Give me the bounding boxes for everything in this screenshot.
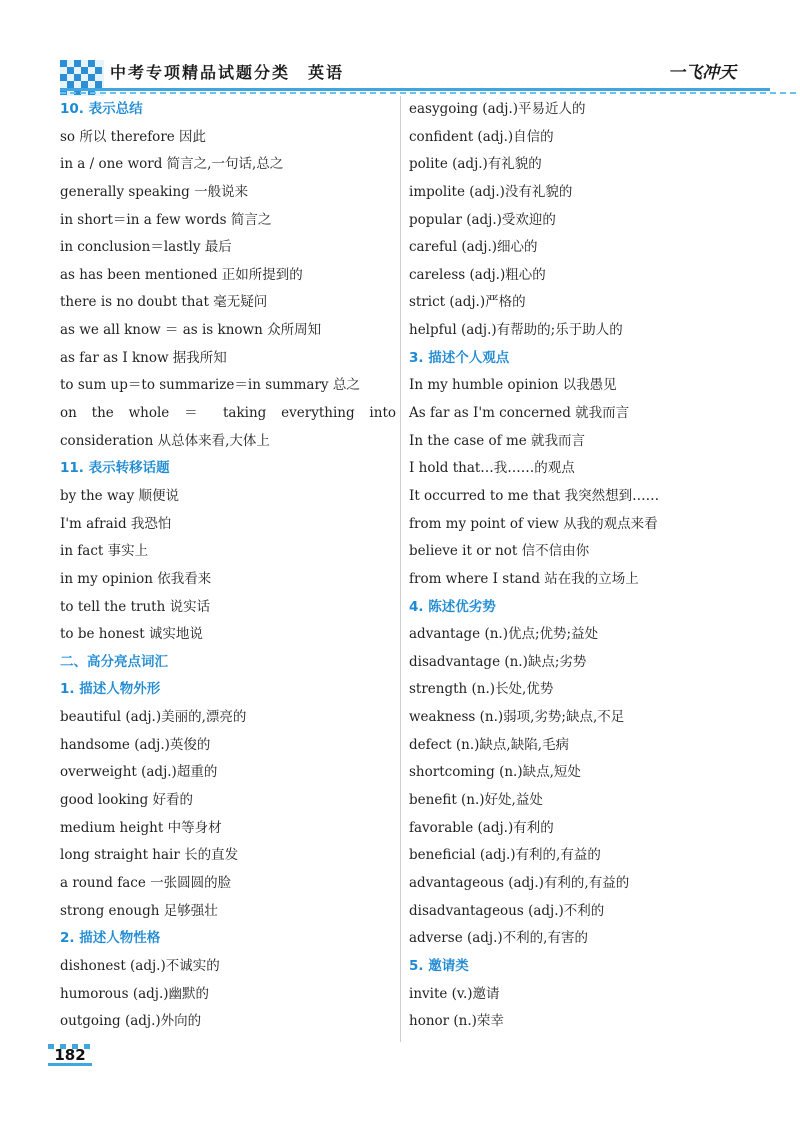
brand-logo: 一飞冲天 (668, 63, 736, 83)
vocab-line: from my point of view 从我的观点来看 (409, 515, 658, 532)
page-header (0, 0, 800, 96)
vocab-line: invite (v.)邀请 (409, 985, 500, 1002)
page-number-badge (48, 1044, 92, 1068)
vocab-line: overweight (adj.)超重的 (60, 764, 218, 781)
section-heading: 1. 描述人物外形 (60, 681, 161, 698)
vocab-line: I'm afraid 我恐怕 (60, 515, 172, 532)
vocab-line: dishonest (adj.)不诚实的 (60, 957, 220, 974)
left-column (60, 96, 396, 1036)
vocab-line: on the whole ＝ taking everything into (60, 405, 396, 422)
vocab-line: outgoing (adj.)外向的 (60, 1013, 202, 1030)
vocab-line: disadvantage (n.)缺点;劣势 (409, 653, 587, 670)
vocab-line: so 所以 therefore 因此 (60, 128, 207, 145)
section-heading: 10. 表示总结 (60, 101, 143, 117)
vocab-line: beautiful (adj.)美丽的,漂亮的 (60, 709, 247, 726)
section-heading: 二、高分亮点词汇 (60, 653, 168, 670)
vocab-line: believe it or not 信不信由你 (409, 543, 590, 560)
vocab-line: a round face 一张圆圆的脸 (60, 874, 232, 891)
vocab-line: advantageous (adj.)有利的,有益的 (409, 874, 630, 891)
vocab-line: In the case of me 就我而言 (409, 432, 586, 449)
vocab-line: to tell the truth 说实话 (60, 598, 211, 615)
vocab-line: medium height 中等身材 (60, 819, 222, 836)
right-column (409, 96, 745, 1036)
vocab-line: As far as I'm concerned 就我而言 (409, 405, 630, 422)
vocab-line: popular (adj.)受欢迎的 (409, 211, 556, 228)
vocab-line: there is no doubt that 毫无疑问 (60, 294, 268, 311)
column-divider (400, 96, 401, 1042)
vocab-line: careless (adj.)粗心的 (409, 266, 546, 283)
vocab-line: long straight hair 长的直发 (60, 847, 239, 864)
vocab-line: defect (n.)缺点,缺陷,毛病 (409, 736, 569, 753)
header-rule (60, 88, 770, 91)
vocab-line: in my opinion 依我看来 (60, 570, 212, 587)
section-heading: 5. 邀请类 (409, 957, 469, 974)
vocab-line: by the way 顺便说 (60, 487, 179, 504)
vocab-line: helpful (adj.)有帮助的;乐于助人的 (409, 322, 623, 339)
vocab-line: as far as I know 据我所知 (60, 349, 227, 366)
page-number: 182 (54, 1046, 86, 1064)
vocab-line: beneficial (adj.)有利的,有益的 (409, 847, 601, 864)
vocab-line: strong enough 足够强壮 (60, 902, 218, 919)
vocab-line: polite (adj.)有礼貌的 (409, 156, 542, 173)
vocab-line: weakness (n.)弱项,劣势;缺点,不足 (409, 709, 625, 726)
vocab-line: in a / one word 简言之,一句话,总之 (60, 156, 284, 173)
section-heading: 11. 表示转移话题 (60, 460, 170, 477)
section-heading: 4. 陈述优劣势 (409, 598, 496, 615)
vocab-line: from where I stand 站在我的立场上 (409, 570, 639, 587)
vocab-line: careful (adj.)细心的 (409, 239, 538, 256)
vocab-line: benefit (n.)好处,益处 (409, 792, 543, 809)
vocab-line: humorous (adj.)幽默的 (60, 985, 210, 1002)
vocab-line: to sum up＝to summarize＝in summary 总之 (60, 377, 360, 394)
vocab-line: shortcoming (n.)缺点,短处 (409, 764, 581, 781)
section-heading: 2. 描述人物性格 (60, 930, 161, 947)
vocab-line: I hold that…我……的观点 (409, 460, 575, 477)
vocab-line: honor (n.)荣幸 (409, 1013, 504, 1030)
vocab-line: strict (adj.)严格的 (409, 294, 526, 311)
vocab-line: as we all know ＝ as is known 众所周知 (60, 322, 322, 339)
vocab-line: consideration 从总体来看,大体上 (60, 432, 270, 449)
vocab-line: easygoing (adj.)平易近人的 (409, 101, 586, 117)
vocab-line: adverse (adj.)不利的,有害的 (409, 930, 588, 947)
vocab-line: in fact 事实上 (60, 543, 149, 560)
vocab-line: handsome (adj.)英俊的 (60, 736, 211, 753)
section-heading: 3. 描述个人观点 (409, 349, 510, 366)
vocab-line: favorable (adj.)有利的 (409, 819, 554, 836)
vocab-line: to be honest 诚实地说 (60, 626, 203, 643)
vocab-line: advantage (n.)优点;优势;益处 (409, 626, 599, 643)
vocab-line: good looking 好看的 (60, 792, 194, 809)
vocab-line: generally speaking 一般说来 (60, 183, 249, 200)
vocab-line: strength (n.)长处,优势 (409, 681, 554, 698)
vocab-line: impolite (adj.)没有礼貌的 (409, 183, 573, 200)
vocab-line: as has been mentioned 正如所提到的 (60, 266, 303, 283)
vocab-line: in short＝in a few words 简言之 (60, 211, 272, 228)
header-dotted-rule (60, 92, 800, 94)
header-title: 中考专项精品试题分类 英语 (110, 63, 345, 82)
vocab-line: confident (adj.)自信的 (409, 128, 554, 145)
vocab-line: disadvantageous (adj.)不利的 (409, 902, 605, 919)
vocab-line: In my humble opinion 以我愚见 (409, 377, 617, 394)
vocab-line: It occurred to me that 我突然想到…… (409, 487, 660, 504)
vocab-line: in conclusion＝lastly 最后 (60, 239, 232, 256)
